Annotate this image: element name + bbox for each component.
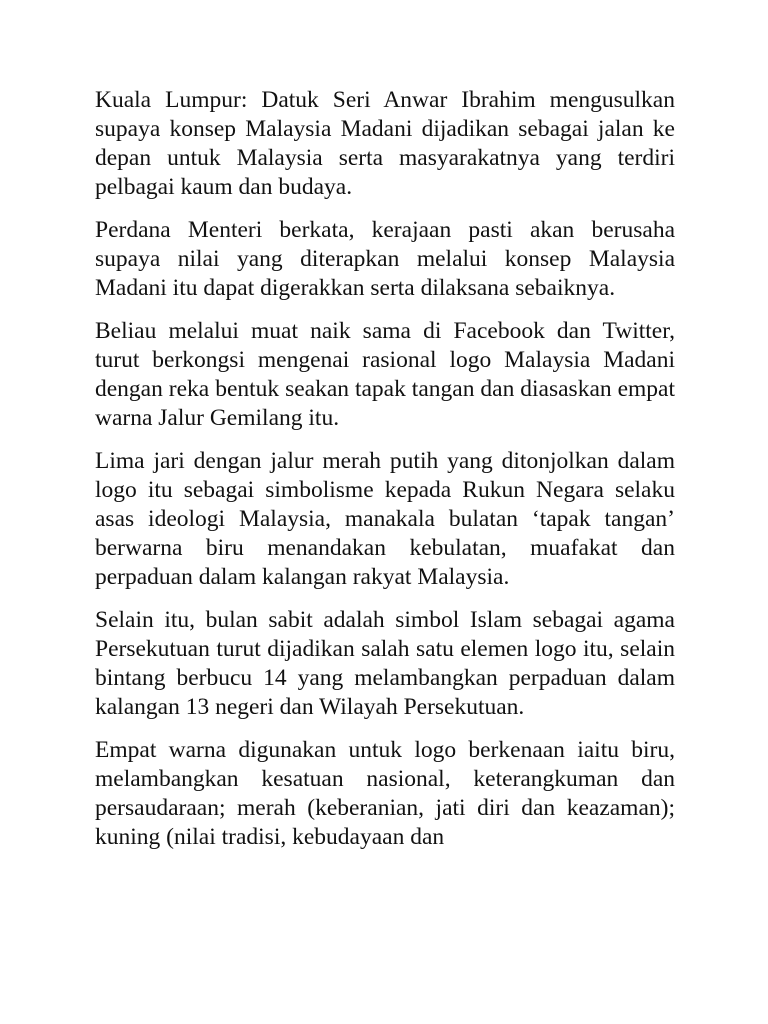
paragraph-5: Selain itu, bulan sabit adalah simbol Islam sebagai agama Persekutuan turut dijadikan salah satu elemen logo itu, selain bintang berbucu 14 yang melambangkan perpaduan dalam kalangan 13 negeri dan Wilayah Persekutuan.: [95, 607, 675, 720]
paragraph-4: Lima jari dengan jalur merah putih yang ditonjolkan dalam logo itu sebagai simbolisme kepada Rukun Negara selaku asas ideologi Malaysia, manakala bulatan ‘tapak tangan’ berwarna biru menandakan kebulatan, muafakat dan perpaduan dalam kalangan rakyat Malaysia.: [95, 448, 675, 590]
article-body: [95, 86, 675, 866]
paragraph-3: Beliau melalui muat naik sama di Facebook dan Twitter, turut berkongsi mengenai rasional logo Malaysia Madani dengan reka bentuk seakan tapak tangan dan diasaskan empat warna Jalur Gemilang itu.: [95, 318, 675, 431]
paragraph-6: Empat warna digunakan untuk logo berkenaan iaitu biru, melambangkan kesatuan nasional, keterangkuman dan persaudaraan; merah (keberanian, jati diri dan keazaman); kuning (nilai tradisi, kebudayaan dan: [95, 737, 675, 850]
paragraph-1: Kuala Lumpur: Datuk Seri Anwar Ibrahim mengusulkan supaya konsep Malaysia Madani dijadikan sebagai jalan ke depan untuk Malaysia serta masyarakatnya yang terdiri pelbagai kaum dan budaya.: [95, 87, 675, 200]
paragraph-2: Perdana Menteri berkata, kerajaan pasti akan berusaha supaya nilai yang diterapkan melalui konsep Malaysia Madani itu dapat digerakkan serta dilaksana sebaiknya.: [95, 217, 675, 301]
